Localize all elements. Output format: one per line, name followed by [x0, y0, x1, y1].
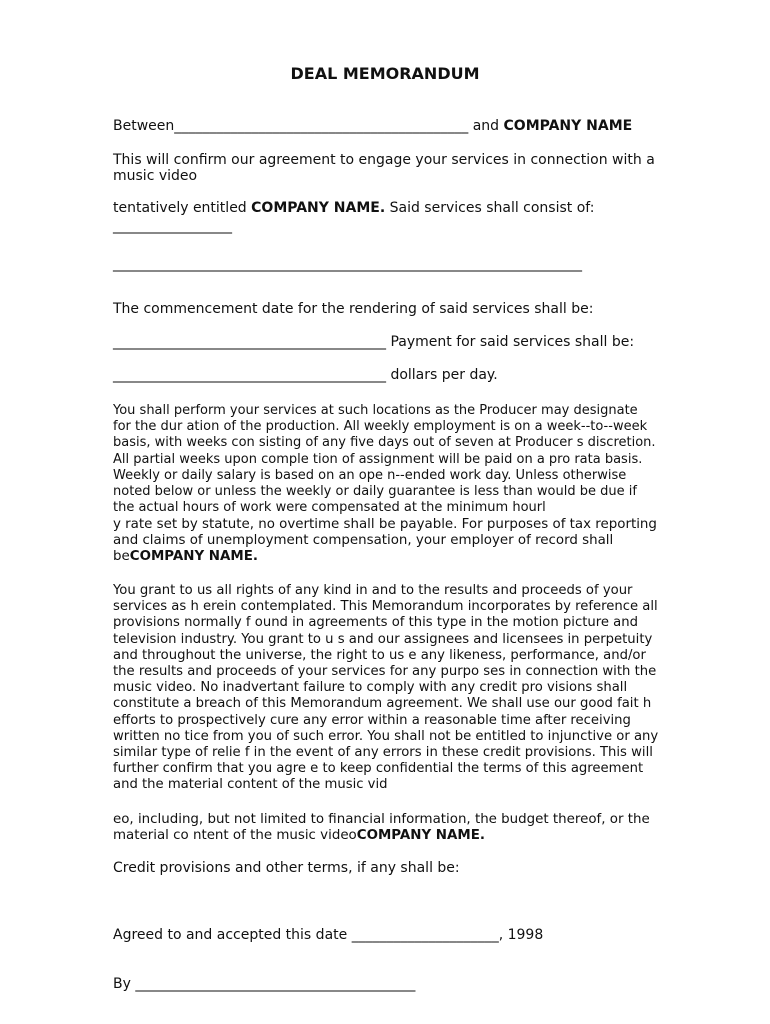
services-long-blank: ___________________________________________________________________ — [113, 256, 582, 272]
signature-blank: ________________________________________ — [135, 976, 416, 992]
document-title: DEAL MEMORANDUM — [290, 64, 480, 83]
tentative-company-name: COMPANY NAME. — [251, 200, 386, 216]
confirm-line-2: music video — [113, 168, 198, 184]
perform-paragraph: You shall perform your services at such locations as the Producer may designate for the dur ation of the production. All weekly employment is on a week--to--week basis, with weeks con sisting of any five days out of seven at Producer s discretion. All partial weeks upon comple tion of assignment will be paid on a pro rata basis. Weekly or daily salary is based on an ope n--ended work day. Unless otherwise noted below or unless the weekly or daily guarantee is less than would be due if the actual hours of work were compensated at the minimum hourl — [113, 403, 656, 516]
between-and: and — [468, 118, 504, 134]
payment-blank: _______________________________________ — [113, 334, 386, 350]
tentative-suffix: Said services shall consist of: — [385, 200, 595, 216]
dollars-text: dollars per day. — [386, 367, 498, 383]
including-text: eo, including, but not limited to financial information, the budget thereof, or the material co ntent of the music video — [113, 812, 650, 844]
agreed-prefix: Agreed to and accepted this date — [113, 927, 352, 943]
between-blank: __________________________________________ — [174, 118, 469, 134]
overtime-text: y rate set by statute, no overtime shall be payable. For purposes of tax reporting and claims of unemployment compensation, your employer of record shall be — [113, 517, 657, 565]
dollars-blank: _______________________________________ — [113, 367, 386, 383]
agreed-line — [113, 927, 543, 943]
commencement-line: The commencement date for the rendering of said services shall be: — [113, 301, 594, 317]
between-label: Between — [113, 118, 175, 134]
rights-paragraph: You grant to us all rights of any kind in and to the results and proceeds of your services as h erein contemplated. This Memorandum incorporates by reference all provisions normally f ound in agreements of this type in the motion picture and television industry. You grant to u s and our assignees and licensees in perpetuity and throughout the universe, the right to us e any likeness, performance, and/or the results and proceeds of your services for any purpo ses in connection with the music video. No inadvertant failure to comply with any credit pro visions shall constitute a breach of this Memorandum agreement. We shall use our good fait h efforts to prospectively cure any error within a reasonable time after receiving written no tice from you of such error. You shall not be entitled to injunctive or any similar type of relie f in the event of any errors in these credit provisions. This will further confirm that you agre e to keep confidential the terms of this agreement and the material content of the music vid — [113, 583, 659, 793]
services-blank: _________________ — [113, 218, 232, 234]
dollars-line — [113, 367, 498, 383]
agreed-year: , 1998 — [498, 927, 544, 943]
credit-provisions-line: Credit provisions and other terms, if any shall be: — [113, 860, 460, 876]
including-paragraph — [113, 812, 659, 844]
between-company-name: COMPANY NAME — [503, 118, 633, 134]
payment-line — [113, 334, 634, 350]
by-label: By — [113, 976, 136, 992]
between-line — [113, 118, 632, 134]
agreed-date-blank: _____________________ — [351, 927, 499, 943]
confirm-line-1: This will confirm our agreement to engage your services in connection with a — [113, 152, 655, 168]
overtime-paragraph — [113, 517, 659, 566]
tentative-prefix: tentatively entitled — [113, 200, 252, 216]
overtime-company-name: COMPANY NAME. — [129, 549, 258, 565]
payment-text: Payment for said services shall be: — [386, 334, 635, 350]
tentative-line — [113, 200, 594, 216]
signature-line — [113, 976, 415, 992]
including-company-name: COMPANY NAME. — [356, 828, 485, 844]
